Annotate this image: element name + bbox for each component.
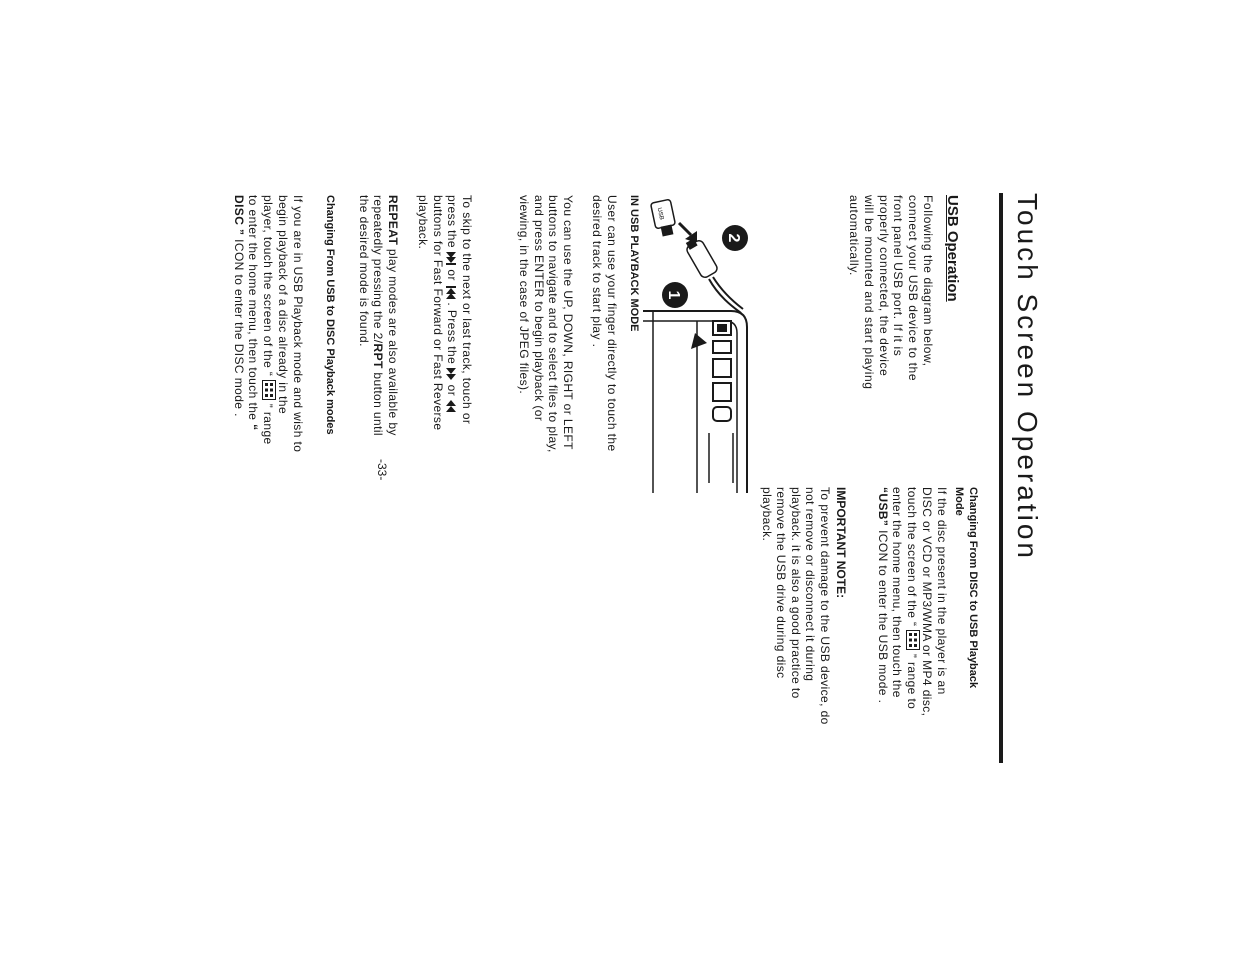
page-title: Touch Screen Operation [1012,193,1043,561]
usb-playback-p3: To skip to the next or last track, touch or press the or . Press the or buttons for Fast Forward or Fast Reverse playback. [416,195,474,431]
usb-to-disc-text: If you are in USB Playback mode and wish to begin playback of a disc already in the player, touch the screen of the “ ” range to enter the home menu, then touch the “ DISC ” ICON to enter the DISC mode . [231,195,305,453]
manual-page [215,185,1045,775]
usb-connection-diagram [643,193,753,493]
title-rule [999,193,1003,763]
usb-playback-mode-heading: IN USB PLAYBACK MODE [628,195,640,332]
front-panel-icon [643,311,747,493]
svg-text:2: 2 [725,233,742,243]
usb-stick-icon [651,199,676,236]
fast-reverse-icon [446,400,456,413]
disc-to-usb-heading: Changing From DISC to USB Playback Mode [953,487,979,689]
usb-playback-p2: You can use the UP, DOWN, RIGHT or LEFT buttons to navigate and to select files to play, and press ENTER to begin playback (or viewing, in the case of JPEG files). [517,195,575,453]
usb-operation-intro: Following the diagram below, connect your USB device to the front panel USB port. If it is properly connected, the device will be mounted and start playing automatically. [847,195,935,390]
page-number: -33- [375,459,389,481]
usb-operation-heading: USB Operation [944,195,961,302]
next-track-icon [446,252,456,266]
usb-playback-p1: User can use your finger directly to touch the desired track to start play . [590,195,619,452]
step-2-badge [722,225,748,251]
disc-to-usb-text: If the disc present in the player is an DISC or VCD or MP3/WMA or MP4 disc, touch the screen of the “ ” range to enter the home menu, then touch the “USB” ICON to enter the USB mode . [875,487,949,717]
home-range-icon [262,380,276,400]
home-range-icon [906,630,920,650]
fast-forward-icon [446,368,456,381]
previous-track-icon [446,285,456,299]
usb-to-disc-heading: Changing From USB to DISC Playback modes [324,195,336,435]
svg-text:1: 1 [665,290,682,300]
usb-stick-label: USB [655,207,665,221]
usb-playback-p4: REPEAT play modes are also available by repeatedly pressing the 2/RPT button until the desired mode is found. [356,195,400,436]
important-note-heading: IMPORTANT NOTE: [834,487,848,599]
step-1-badge [662,282,688,308]
important-note-text: To prevent damage to the USB device, do not remove or disconnect it during playback. it is also a good practice to remove the USB drive during disc playback. [759,487,832,725]
